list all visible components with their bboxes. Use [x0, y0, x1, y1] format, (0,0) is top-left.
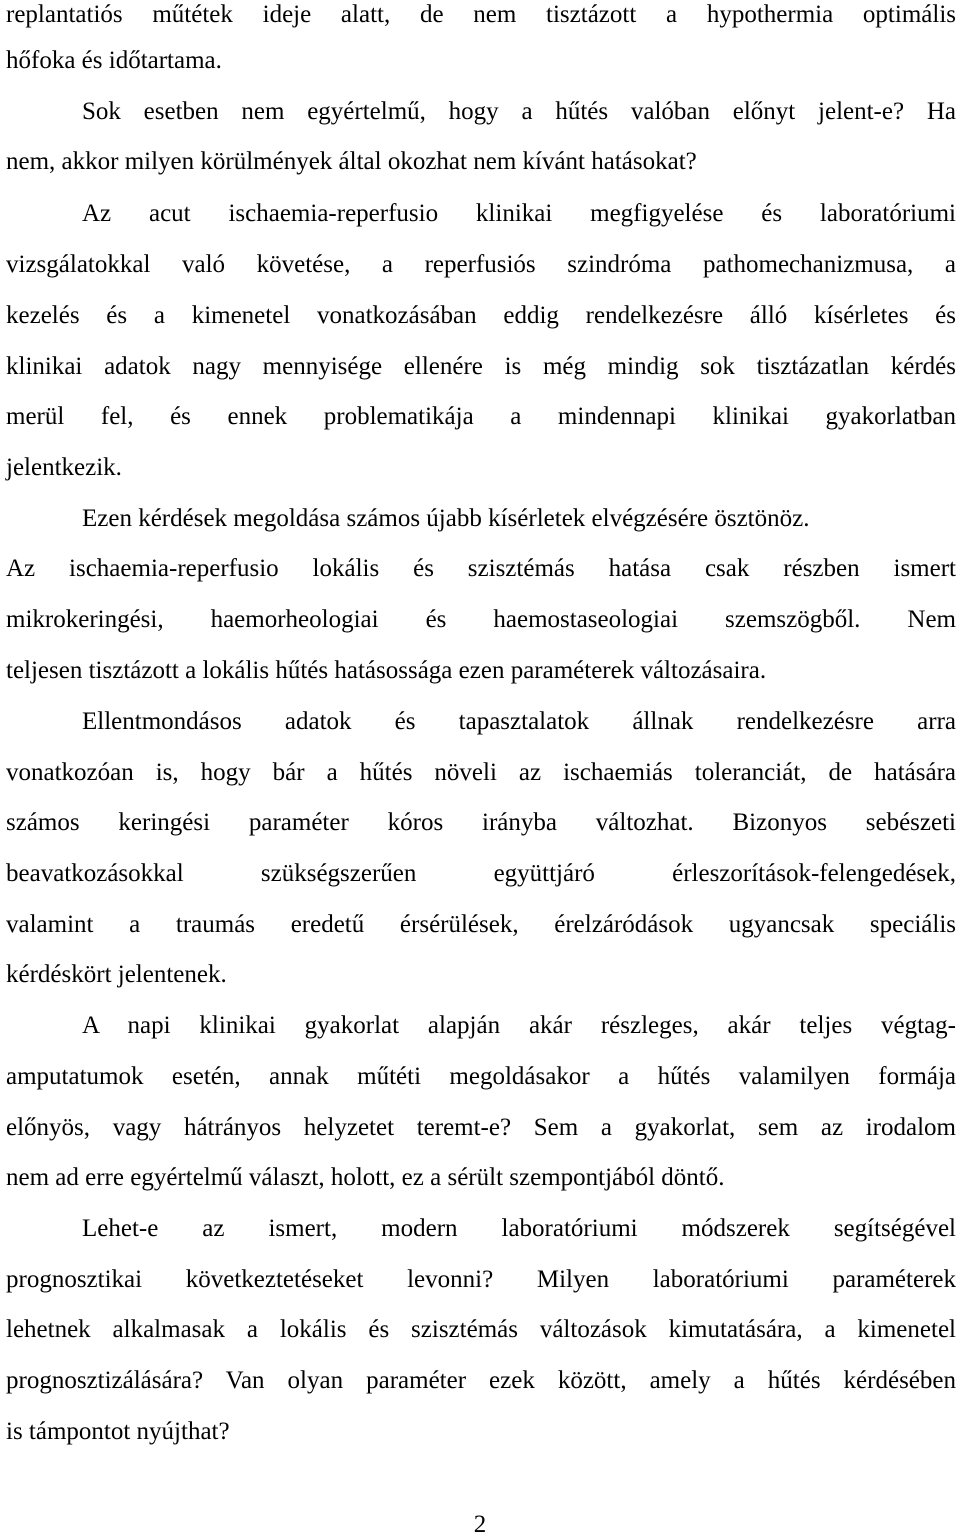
text-line: Sok esetben nem egyértelmű, hogy a hűtés valóban előnyt jelent-e? Ha [82, 98, 956, 125]
text-line: amputatumok esetén, annak műtéti megoldásakor a hűtés valamilyen formája [6, 1063, 956, 1090]
text-line: számos keringési paraméter kóros irányba változhat. Bizonyos sebészeti [6, 809, 956, 836]
text-line: vizsgálatokkal való követése, a reperfusiós szindróma pathomechanizmusa, a [6, 251, 956, 278]
text-line: jelentkezik. [6, 454, 122, 481]
text-line: Az acut ischaemia-reperfusio klinikai megfigyelése és laboratóriumi [82, 200, 956, 227]
text-line: A napi klinikai gyakorlat alapján akár részleges, akár teljes végtag- [82, 1012, 956, 1039]
text-line: Az ischaemia-reperfusio lokális és szisztémás hatása csak részben ismert [6, 555, 956, 582]
text-line: kezelés és a kimenetel vonatkozásában eddig rendelkezésre álló kísérletes és [6, 302, 956, 329]
text-line: előnyös, vagy hátrányos helyzetet teremt-e? Sem a gyakorlat, sem az irodalom [6, 1114, 956, 1141]
text-line: beavatkozásokkal szükségszerűen együttjáró érleszorítások-felengedések, [6, 860, 956, 887]
text-line: klinikai adatok nagy mennyisége ellenére is még mindig sok tisztázatlan kérdés [6, 353, 956, 380]
text-line: hőfoka és időtartama. [6, 47, 222, 74]
text-line: merül fel, és ennek problematikája a mindennapi klinikai gyakorlatban [6, 403, 956, 430]
text-line: Ellentmondásos adatok és tapasztalatok állnak rendelkezésre arra [82, 708, 956, 735]
text-line: prognosztizálására? Van olyan paraméter ezek között, amely a hűtés kérdésében [6, 1367, 956, 1394]
text-line: Ezen kérdések megoldása számos újabb kísérletek elvégzésére ösztönöz. [82, 505, 810, 532]
text-line: replantatiós műtétek ideje alatt, de nem tisztázott a hypothermia optimális [6, 1, 956, 28]
text-line: teljesen tisztázott a lokális hűtés hatásossága ezen paraméterek változásaira. [6, 657, 767, 684]
text-line: is támpontot nyújthat? [6, 1418, 230, 1445]
text-line: mikrokeringési, haemorheologiai és haemostaseologiai szemszögből. Nem [6, 606, 956, 633]
text-line: prognosztikai következtetéseket levonni? Milyen laboratóriumi paraméterek [6, 1266, 956, 1293]
page-number: 2 [473, 1511, 487, 1538]
text-line: Lehet-e az ismert, modern laboratóriumi módszerek segítségével [82, 1215, 956, 1242]
text-line: vonatkozóan is, hogy bár a hűtés növeli az ischaemiás toleranciát, de hatására [6, 759, 956, 786]
text-line: lehetnek alkalmasak a lokális és szisztémás változások kimutatására, a kimenetel [6, 1316, 956, 1343]
text-line: kérdéskört jelentenek. [6, 961, 227, 988]
text-line: valamint a traumás eredetű érsérülések, érelzáródások ugyancsak speciális [6, 911, 956, 938]
text-line: nem, akkor milyen körülmények által okozhat nem kívánt hatásokat? [6, 148, 697, 175]
text-line: nem ad erre egyértelmű választ, holott, ez a sérült szempontjából döntő. [6, 1164, 725, 1191]
